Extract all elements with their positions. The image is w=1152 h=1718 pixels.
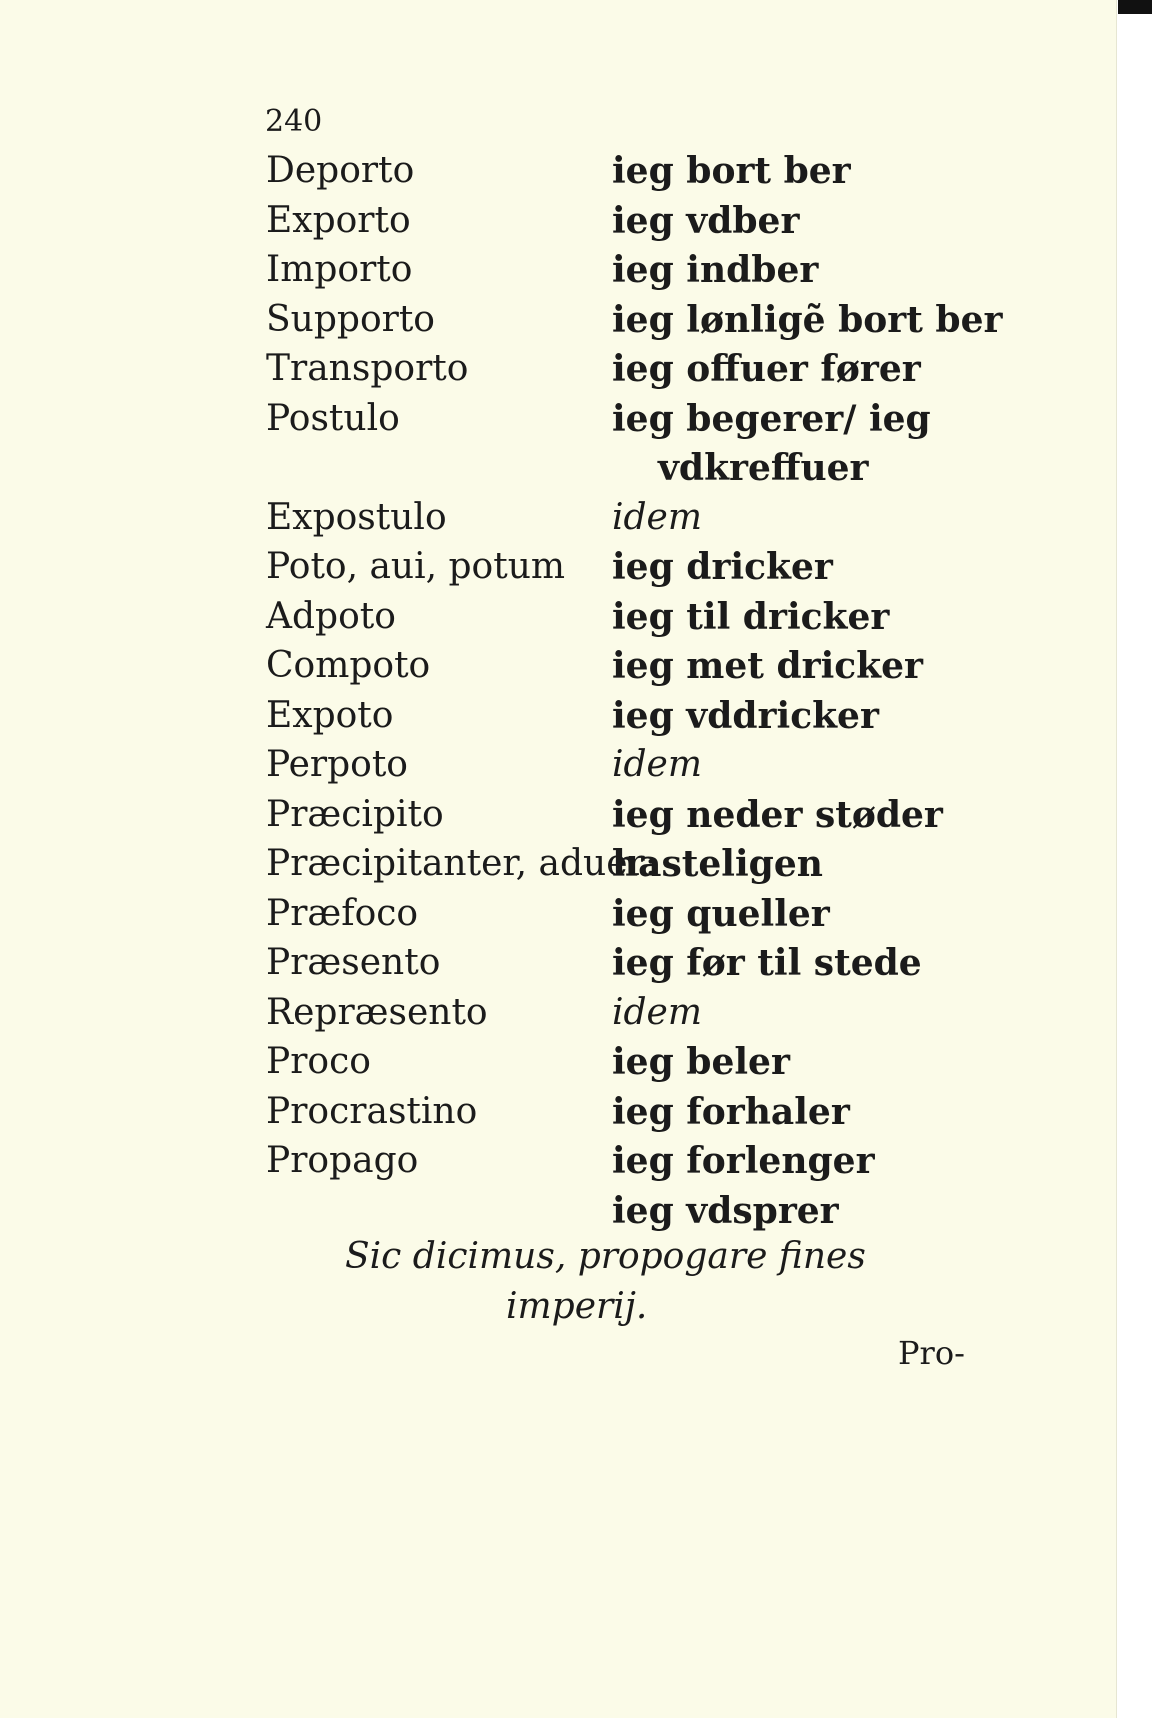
danish-gloss: ieg vdsprer — [612, 1189, 839, 1232]
latin-term: Expoto — [266, 694, 394, 736]
entry-row — [0, 942, 1116, 992]
entry-row — [0, 1041, 1116, 1091]
latin-term: Supporto — [266, 298, 435, 340]
latin-term: Præfoco — [266, 892, 419, 934]
entry-row — [0, 843, 1116, 893]
danish-gloss: ieg offuer fører — [612, 348, 921, 390]
danish-gloss: ieg forlenger — [612, 1140, 875, 1182]
latin-term: Procrastino — [266, 1090, 478, 1132]
entry-row — [0, 299, 1116, 349]
glossary-entries — [0, 150, 1116, 1239]
latin-term: Præcipito — [266, 793, 444, 835]
latin-term: Perpoto — [266, 744, 408, 785]
latin-term: Transporto — [266, 348, 469, 389]
entry-row — [0, 150, 1116, 200]
danish-gloss: hasteligen — [612, 843, 823, 885]
latin-term: Præsento — [266, 942, 441, 983]
entry-row — [0, 200, 1116, 250]
entry-row — [0, 249, 1116, 299]
latin-term: Compoto — [266, 645, 431, 686]
closing-line-2: imperij. — [506, 1286, 648, 1327]
danish-gloss: ieg neder støder — [612, 793, 943, 836]
danish-gloss: idem — [612, 991, 702, 1033]
danish-gloss: ieg før til stede — [612, 942, 922, 984]
danish-gloss: idem — [612, 496, 702, 538]
latin-term: Præcipitanter, aduer: — [266, 843, 657, 884]
danish-gloss: vdkreffuer — [658, 447, 869, 489]
latin-term: Poto, aui, potum — [266, 546, 566, 587]
latin-term: Repræsento — [266, 991, 488, 1033]
danish-gloss: ieg forhaler — [612, 1090, 850, 1133]
entry-row — [0, 497, 1116, 547]
entry-row — [0, 348, 1116, 398]
entry-row — [0, 893, 1116, 943]
entry-row — [0, 695, 1116, 745]
danish-gloss: ieg met dricker — [612, 645, 923, 687]
closing-line-1: Sic dicimus, propogare fines — [345, 1236, 866, 1277]
catchword: Pro- — [898, 1334, 965, 1372]
danish-gloss: ieg lønligẽ bort ber — [612, 298, 1003, 341]
danish-gloss: ieg til dricker — [612, 595, 890, 638]
danish-gloss: ieg begerer/ ieg — [612, 397, 931, 440]
danish-gloss: ieg vdber — [612, 199, 800, 242]
latin-term: Propago — [266, 1140, 419, 1181]
entry-row — [0, 744, 1116, 794]
entry-row — [0, 546, 1116, 596]
latin-term: Proco — [266, 1041, 371, 1082]
danish-gloss: ieg bort ber — [612, 150, 851, 192]
latin-term: Adpoto — [266, 595, 396, 637]
page-number: 240 — [265, 104, 323, 139]
entry-row — [0, 447, 1116, 497]
entry-row — [0, 398, 1116, 448]
danish-gloss: ieg indber — [612, 249, 819, 291]
entry-row — [0, 1140, 1116, 1190]
latin-term: Importo — [266, 249, 413, 290]
entry-row — [0, 992, 1116, 1042]
entry-row — [0, 1190, 1116, 1240]
danish-gloss: ieg vddricker — [612, 694, 879, 737]
danish-gloss: ieg queller — [612, 892, 830, 935]
scan-edge-mark — [1118, 0, 1152, 14]
latin-term: Expostulo — [266, 496, 447, 538]
entry-row — [0, 794, 1116, 844]
entry-row — [0, 596, 1116, 646]
latin-term: Postulo — [266, 397, 400, 439]
danish-gloss: ieg beler — [612, 1041, 790, 1083]
danish-gloss: idem — [612, 744, 702, 785]
entry-row — [0, 645, 1116, 695]
entry-row — [0, 1091, 1116, 1141]
latin-term: Deporto — [266, 150, 415, 191]
danish-gloss: ieg dricker — [612, 546, 833, 588]
latin-term: Exporto — [266, 199, 411, 241]
